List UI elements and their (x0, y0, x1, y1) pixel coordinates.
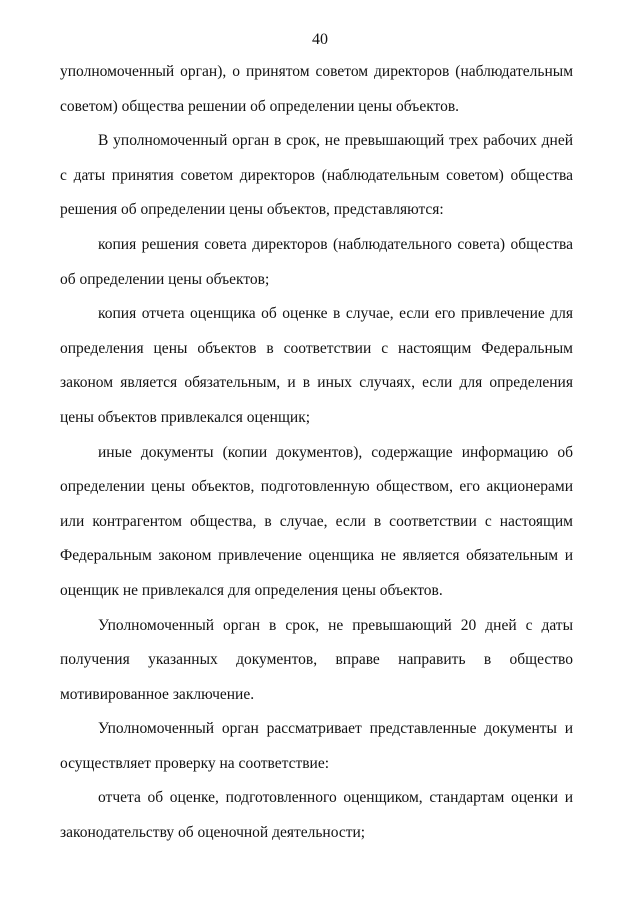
paragraph-6: Уполномоченный орган в срок, не превышающий 20 дней с даты получения указанных документов, вправе направить в общество мотивированное заключение. (60, 616, 573, 703)
paragraph-5: иные документы (копии документов), содержащие информацию об определении цены объектов, подготовленную обществом, его акционерами или контрагентом общества, в случае, если в соответствии с настоящим Федеральным законом привлечение оценщика не является обязательным и оценщик не привлекался для определения цены объектов. (60, 443, 573, 599)
paragraph-7: Уполномоченный орган рассматривает представленные документы и осуществляет проверку на соответствие: (60, 720, 573, 772)
paragraph-1: уполномоченный орган), о принятом советом директоров (наблюдательным советом) общества решении об определении цены объектов. (60, 63, 573, 115)
paragraph-8: отчета об оценке, подготовленного оценщиком, стандартам оценки и законодательству об оценочной деятельности; (60, 789, 573, 842)
document-body (60, 55, 573, 851)
paragraph-3: копия решения совета директоров (наблюдательного совета) общества об определении цены объектов; (60, 235, 573, 288)
paragraph-2: В уполномоченный орган в срок, не превышающий трех рабочих дней с даты принятия советом директоров (наблюдательным советом) общества решения об определении цены объектов, представляются: (60, 132, 573, 219)
page-number: 40 (312, 31, 328, 48)
paragraph-4: копия отчета оценщика об оценке в случае, если его привлечение для определения цены объектов в соответствии с настоящим Федеральным законом является обязательным, и в иных случаях, если для определения цены объектов привлекался оценщик; (60, 305, 573, 426)
